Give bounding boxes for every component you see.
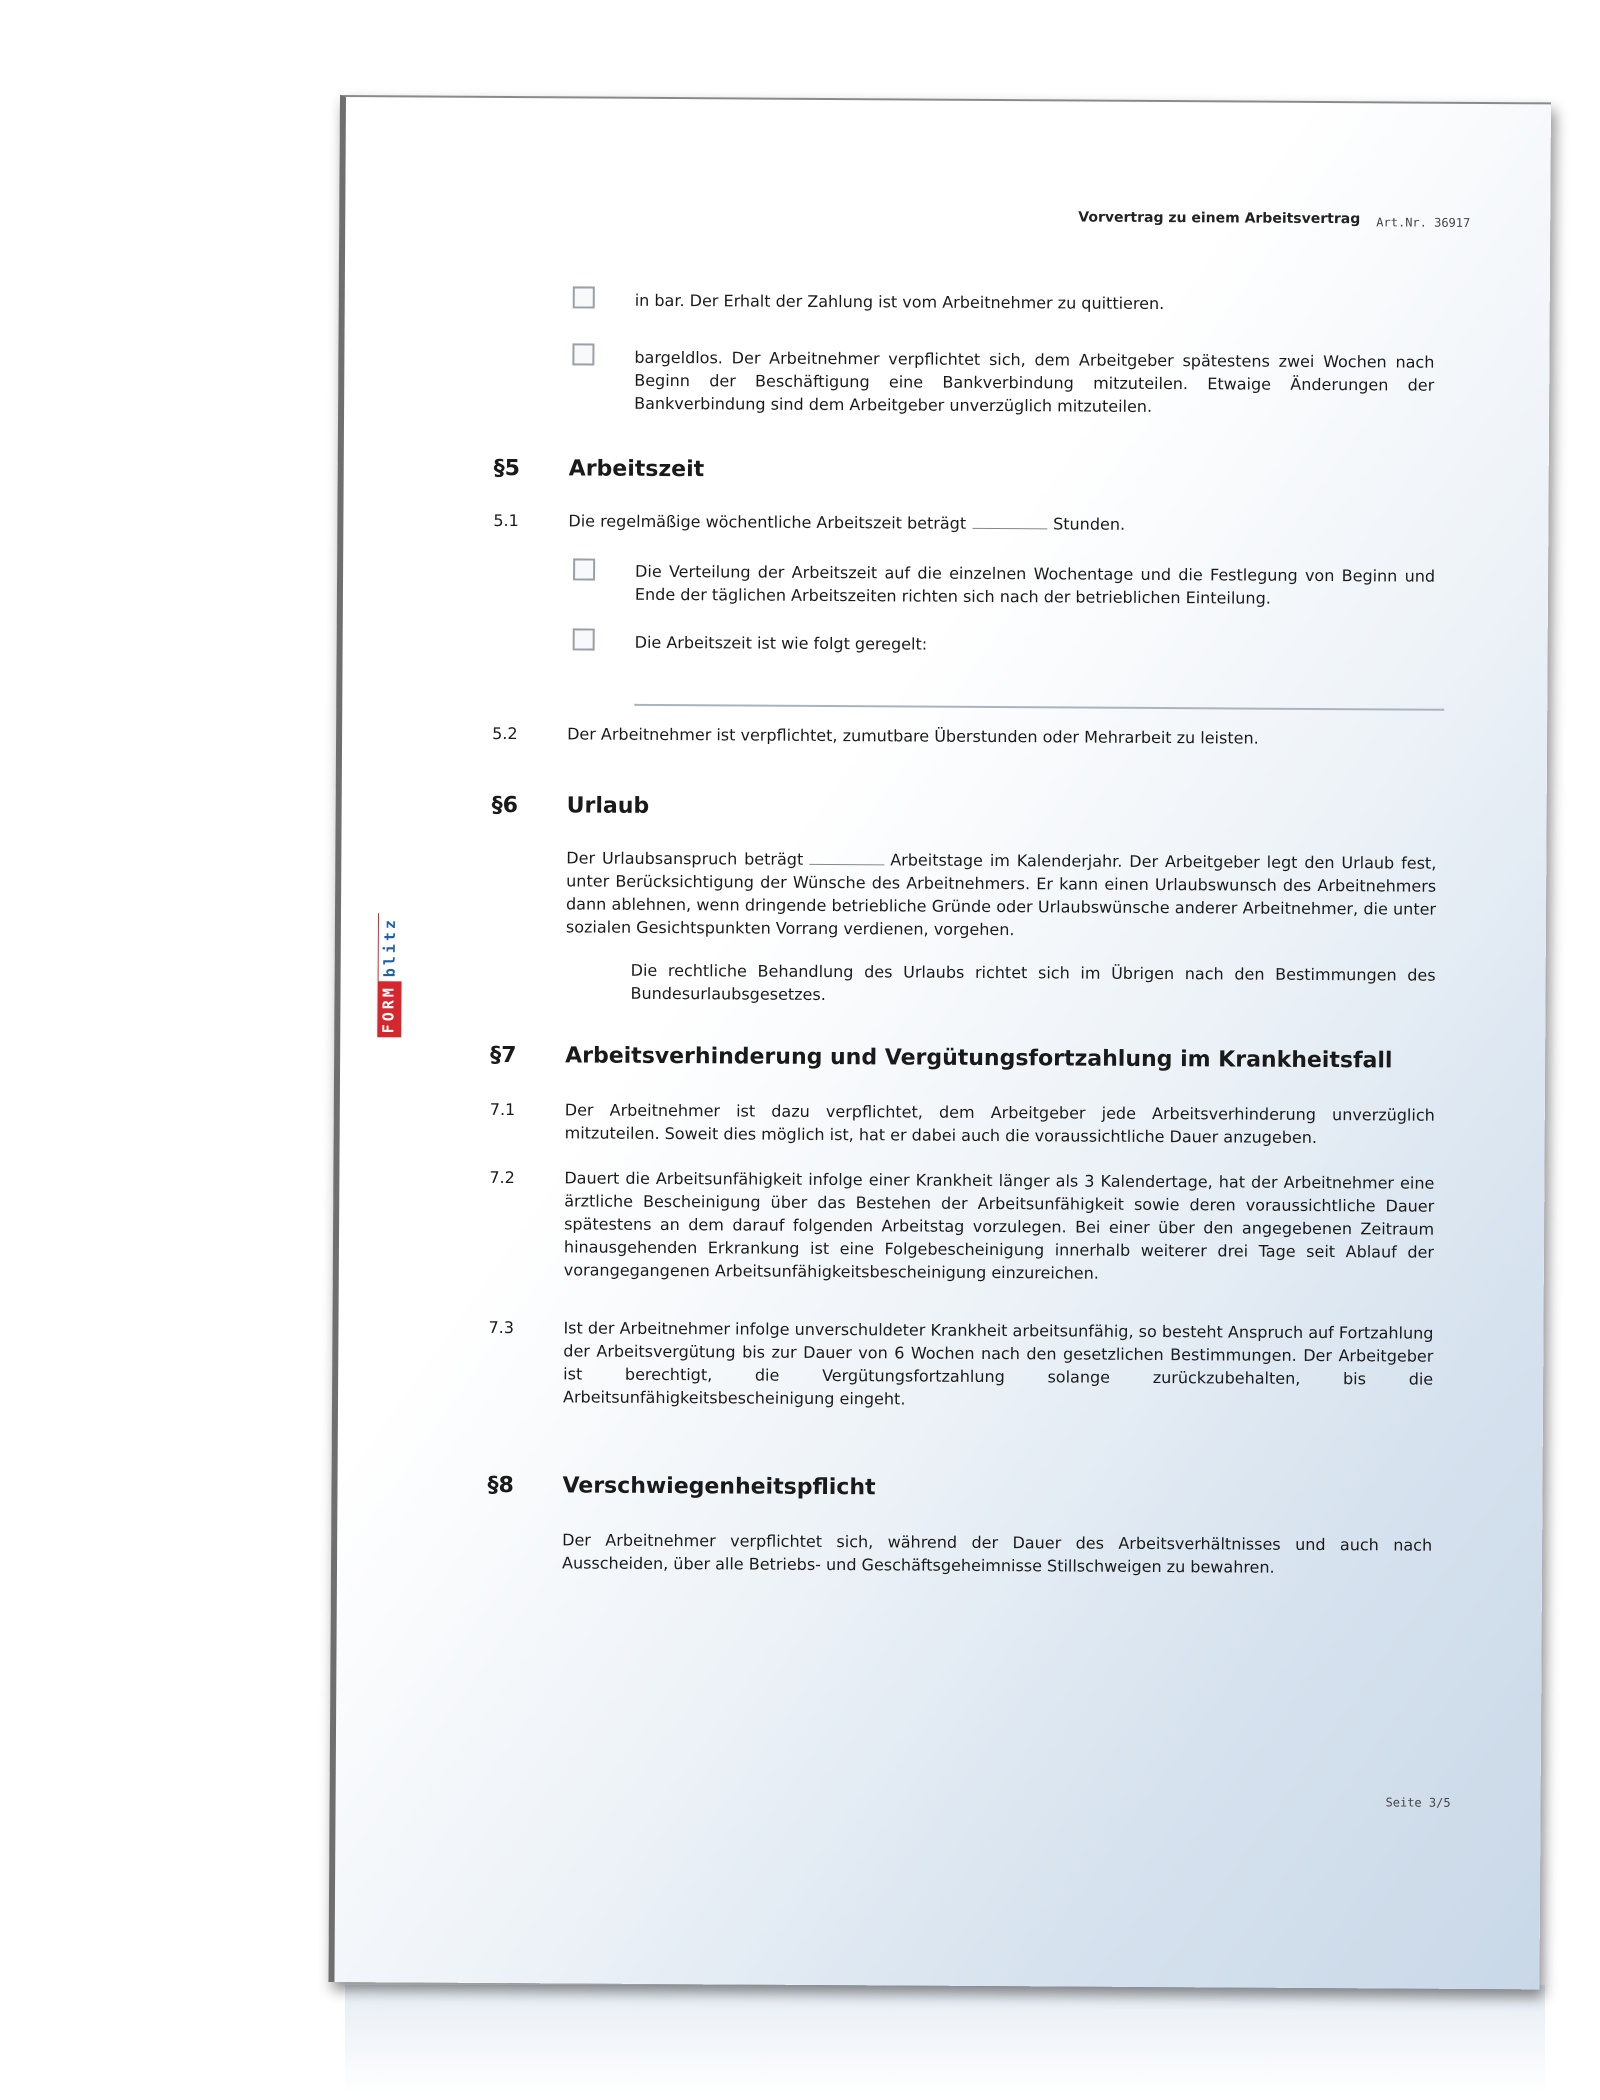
clause-5-1-number: 5.1 xyxy=(493,510,519,531)
clause-7-2-number: 7.2 xyxy=(489,1167,515,1188)
clause-7-1-number: 7.1 xyxy=(489,1099,516,1120)
vacation-post: Arbeitstage im Kalenderjahr. Der Arbeitgeber legt den Urlaub fest, unter Berücksichtigung der Wünsche des Arbeitnehmers. Er kann einen Urlaubswunsch des Arbeitnehmers dann ablehnen, wenn dringende betriebliche Gründe oder Urlaubswünsche anderer Arbeitnehmer, die unter sozialen Gesichtspunkten Vorrang verdienen, vorgehen. xyxy=(565,850,1437,940)
section-5-title: Arbeitszeit xyxy=(568,456,705,483)
section-6-number: §6 xyxy=(491,792,519,819)
page-number: Seite 3/5 xyxy=(1385,1795,1451,1810)
clause-7-3-text: Ist der Arbeitnehmer infolge unverschuldeter Krankheit arbeitsunfähig, so besteht Anspruch auf Fortzahlung der Arbeitsvergütung bis zur Dauer von 6 Wochen nach den gesetzlichen Bestimmungen. Der Arbeitgeber ist berechtigt, die Vergütungsfortzahlung solange zurückzubehalten, bis die Arbeitsunfähigkeitsbescheinigung eingeht. xyxy=(562,1318,1434,1409)
clause-7-2-text: Dauert die Arbeitsunfähigkeit infolge einer Krankheit länger als 3 Kalendertage, hat der Arbeitnehmer eine ärztliche Bescheinigung über das Bestehen der Arbeitsunfähigkeit sowie deren voraussichtliche Dauer spätestens an dem darauf folgenden Arbeitstag vorzulegen. Bei einer über den angegebenen Zeitraum hinausgehenden Erkrankung ist eine Folgebescheinigung innerhalb weiterer drei Tage seit Ablauf der vorangegangenen Arbeitsunfähigkeitsbescheinigung einzureichen. xyxy=(563,1168,1435,1283)
option-cash-text: in bar. Der Erhalt der Zahlung ist vom Arbeitnehmer zu quittieren. xyxy=(634,290,1165,314)
checkbox-operational-schedule[interactable] xyxy=(573,558,595,580)
section-8-number: §8 xyxy=(487,1472,514,1499)
hours-blank-field[interactable] xyxy=(972,514,1047,529)
clause-5-1-pre: Die regelmäßige wöchentliche Arbeitszeit beträgt xyxy=(568,511,967,533)
section-7-number: §7 xyxy=(490,1042,517,1069)
checkbox-cash[interactable] xyxy=(573,286,595,308)
option-custom-schedule-text: Die Arbeitszeit ist wie folgt geregelt: xyxy=(634,632,928,654)
section-6-paragraph-1 xyxy=(566,846,1437,943)
clause-5-1-text xyxy=(568,509,1428,537)
logo-blitz-part: blitz xyxy=(378,913,402,981)
vacation-pre: Der Urlaubsanspruch beträgt xyxy=(566,848,804,869)
clause-7-1-text: Der Arbeitnehmer ist dazu verpflichtet, dem Arbeitgeber jede Arbeitsverhinderung unverzüglich mitzuteilen. Soweit dies möglich ist, hat er dabei auch die voraussichtliche Dauer anzugeben. xyxy=(564,1100,1435,1147)
header-title: Vorvertrag zu einem Arbeitsvertrag xyxy=(1078,209,1361,228)
formblitz-logo xyxy=(377,827,402,1037)
page-reflection xyxy=(345,1985,1545,2095)
clause-7-3-number: 7.3 xyxy=(488,1317,514,1338)
clause-5-1-post: Stunden. xyxy=(1053,514,1126,534)
checkbox-custom-schedule[interactable] xyxy=(573,628,595,650)
section-6-paragraph-2: Die rechtliche Behandlung des Urlaubs richtet sich im Übrigen nach den Bestimmungen des Bundesurlaubsgesetzes. xyxy=(630,960,1436,1004)
vacation-days-blank-field[interactable] xyxy=(809,850,884,865)
section-6-title: Urlaub xyxy=(566,793,650,819)
logo-form-part: FORM xyxy=(377,981,401,1037)
clause-5-2-text: Der Arbeitnehmer ist verpflichtet, zumutbare Überstunden oder Mehrarbeit zu leisten. xyxy=(567,724,1259,748)
clause-5-2-number: 5.2 xyxy=(492,723,518,744)
document-page xyxy=(328,95,1551,1989)
custom-schedule-input-line[interactable] xyxy=(634,704,1444,711)
section-8-title: Verschwiegenheitspflicht xyxy=(562,1473,876,1501)
section-5-number: §5 xyxy=(493,455,521,482)
checkbox-cashless[interactable] xyxy=(572,343,594,365)
header-article-number: Art.Nr. 36917 xyxy=(1376,215,1471,230)
option-cashless-text: bargeldlos. Der Arbeitnehmer verpflichtet sich, dem Arbeitgeber spätestens zwei Wochen nach Beginn der Beschäftigung eine Bankverbindung mitzuteilen. Etwaige Änderungen der Bankverbindung sind dem Arbeitgeber unverzüglich mitzuteilen. xyxy=(634,347,1435,416)
section-7-title: Arbeitsverhinderung und Vergütungsfortzahlung im Krankheitsfall xyxy=(565,1043,1393,1074)
section-8-paragraph: Der Arbeitnehmer verpflichtet sich, während der Dauer des Arbeitsverhältnisses und auch nach Ausscheiden, über alle Betriebs- und Geschäftsgeheimnisse Stillschweigen zu bewahren. xyxy=(561,1530,1433,1577)
option-operational-schedule-text: Die Verteilung der Arbeitszeit auf die einzelnen Wochentage und die Festlegung von Beginn und Ende der täglichen Arbeitszeiten richten sich nach der betrieblichen Einteilung. xyxy=(634,561,1436,608)
